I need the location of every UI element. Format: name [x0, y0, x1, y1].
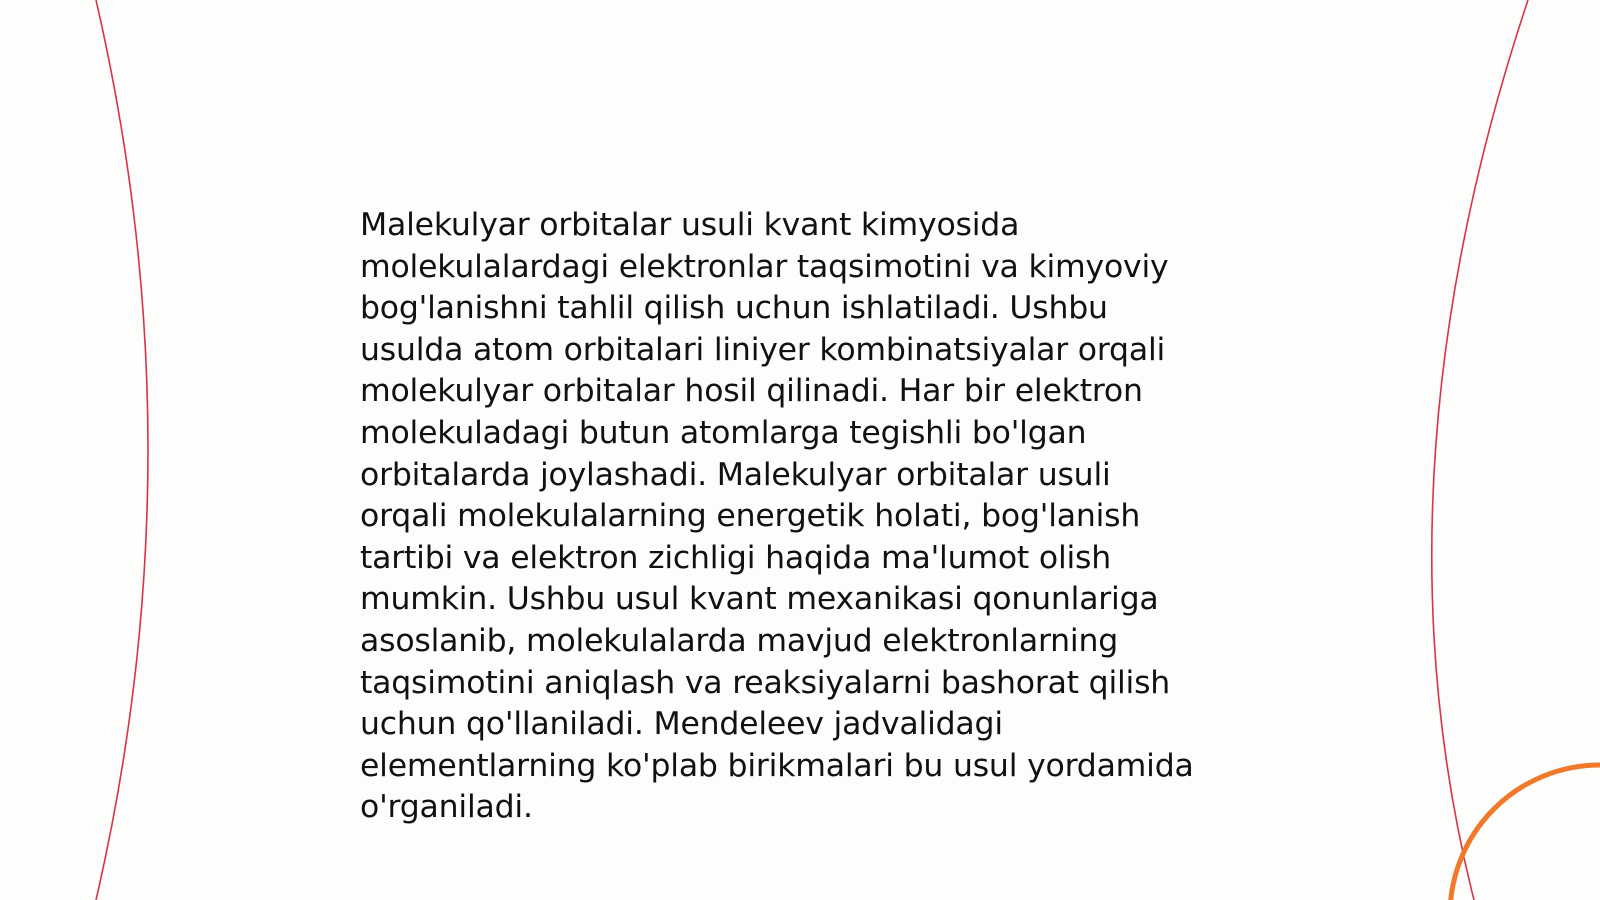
right-red-arc [1432, 0, 1528, 900]
orange-circle-arc [1450, 765, 1600, 900]
slide-body-text: Malekulyar orbitalar usuli kvant kimyosida molekulalardagi elektronlar taqsimotini va kimyoviy bog'lanishni tahlil qilish uchun ishlatiladi. Ushbu usulda atom orbitalari liniyer kombinatsiyalar orqali molekulyar orbitalar hosil qilinadi. Har bir elektron molekuladagi butun atomlarga tegishli bo'lgan orbitalarda joylashadi. Malekulyar orbitalar usuli orqali molekulalarning energetik holati, bog'lanish tartibi va elektron zichligi haqida ma'lumot olish mumkin. Ushbu usul kvant mexanikasi qonunlariga asoslanib, molekulalarda mavjud elektronlarning taqsimotini aniqlash va reaksiyalarni bashorat qilish uchun qo'llaniladi. Mendeleev jadvalidagi elementlarning ko'plab birikmalari bu usul yordamida o'rganiladi. [360, 207, 1194, 826]
left-red-arc [96, 0, 148, 900]
